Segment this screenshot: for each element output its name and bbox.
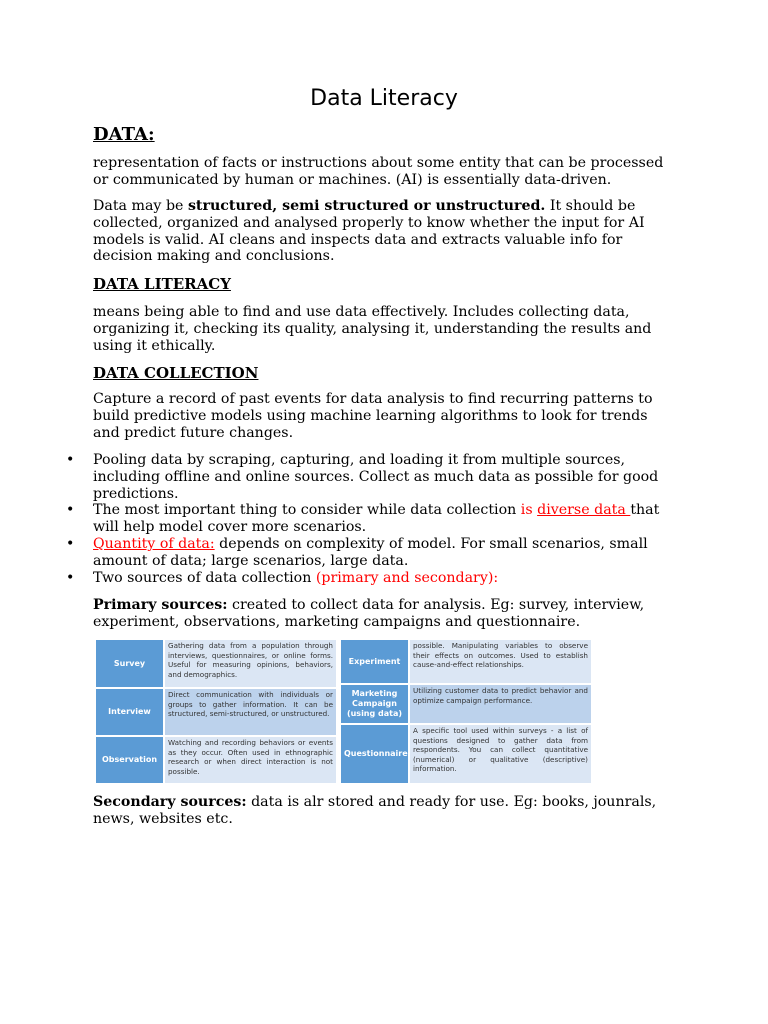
bullet-icon: •	[66, 502, 75, 519]
table-label-cell: Questionnaire	[341, 724, 409, 784]
bullet-icon: •	[66, 452, 75, 468]
page-title: Data Literacy	[310, 86, 458, 111]
table-label-cell: Interview	[96, 688, 164, 736]
data-collection-paragraph: Capture a record of past events for data analysis to find recurring patterns to build predictive models using machine learning algorithms to look for trends and predict future changes.	[93, 391, 653, 441]
table-row	[341, 684, 591, 724]
bullet-text-a: The most important thing to consider while data collection	[93, 502, 521, 519]
collection-bullet-list	[66, 452, 676, 586]
bullet-icon: •	[66, 535, 75, 552]
table-desc-cell: Utilizing customer data to predict behavior and optimize campaign performance.	[409, 684, 591, 724]
table-desc-cell: Gathering data from a population through interviews, questionnaires, or online forms. Useful for measuring opinions, behaviors, and demographics.	[164, 640, 336, 688]
table-label-cell: Observation	[96, 736, 164, 784]
table-row	[96, 640, 336, 688]
secondary-sources-label: Secondary sources:	[93, 794, 247, 810]
primary-sources-label: Primary sources:	[93, 597, 228, 613]
diverse-data-text: diverse data	[537, 502, 631, 519]
table-desc-cell: Watching and recording behaviors or events as they occur. Often used in ethnographic research or when direct interaction is not possible.	[164, 736, 336, 784]
data-heading: DATA:	[93, 124, 155, 145]
secondary-sources-text: data is alr stored and ready for use. Eg: books, jounrals, news, websites etc.	[93, 794, 657, 827]
table-desc-cell: possible. Manipulating variables to observe their effects on outcomes. Used to establish cause-and-effect relationships.	[409, 640, 591, 684]
list-item	[66, 452, 676, 502]
bullet-text-b: that will help model cover more scenarios.	[93, 502, 660, 536]
data-types-text-b: It should be collected, organized and analysed properly to know whether the input for AI models is valid. AI cleans and inspects data and extracts valuable info for decision making and conclusions.	[93, 198, 645, 265]
bullet-text-b: depends on complexity of model. For small scenarios, small amount of data; large scenarios, large data.	[93, 535, 648, 569]
list-item	[66, 536, 676, 570]
bullet-text: Pooling data by scraping, capturing, and loading it from multiple sources, including offline and online sources. Collect as much data as possible for good predictions.	[93, 452, 659, 502]
table-desc-cell: A specific tool used within surveys - a list of questions designed to gather data from respondents. You can collect quantitative (numerical) or qualitative (descriptive) information.	[409, 724, 591, 784]
primary-sources-text: created to collect data for analysis. Eg: survey, interview, experiment, observations, marketing campaigns and questionnaire.	[93, 597, 645, 630]
data-types-paragraph	[93, 198, 673, 265]
bullet-icon: •	[66, 569, 75, 586]
primary-sources-paragraph	[93, 597, 673, 631]
data-collection-heading: DATA COLLECTION	[93, 364, 259, 382]
primary-methods-table-right	[341, 640, 591, 785]
data-types-text-a: Data may be	[93, 198, 188, 214]
secondary-sources-paragraph	[93, 794, 673, 828]
data-types-bold: structured, semi structured or unstructured.	[187, 198, 546, 214]
table-label-cell: Marketing Campaign (using data)	[341, 684, 409, 724]
table-row	[341, 640, 591, 684]
table-row	[96, 736, 336, 784]
quantity-of-data-text: Quantity of data:	[93, 535, 215, 552]
data-definition-paragraph: representation of facts or instructions about some entity that can be processed or communicated by human or machines. (AI) is essentially data-driven.	[93, 155, 664, 188]
list-item	[66, 570, 676, 587]
table-desc-cell: Direct communication with individuals or groups to gather information. It can be structured, semi-structured, or unstructured.	[164, 688, 336, 736]
data-literacy-paragraph: means being able to find and use data effectively. Includes collecting data, organizing it, checking its quality, analysing it, understanding the results and using it ethically.	[93, 304, 652, 354]
bullet-text-red: (primary and secondary):	[315, 569, 499, 586]
table-row	[96, 688, 336, 736]
bullet-text-a: Two sources of data collection	[93, 569, 316, 586]
list-item	[66, 502, 676, 536]
bullet-text-red: is	[520, 502, 538, 519]
table-label-cell: Experiment	[341, 640, 409, 684]
table-label-cell: Survey	[96, 640, 164, 688]
primary-methods-table-left	[96, 640, 336, 785]
data-literacy-heading: DATA LITERACY	[93, 275, 231, 293]
table-row	[341, 724, 591, 784]
